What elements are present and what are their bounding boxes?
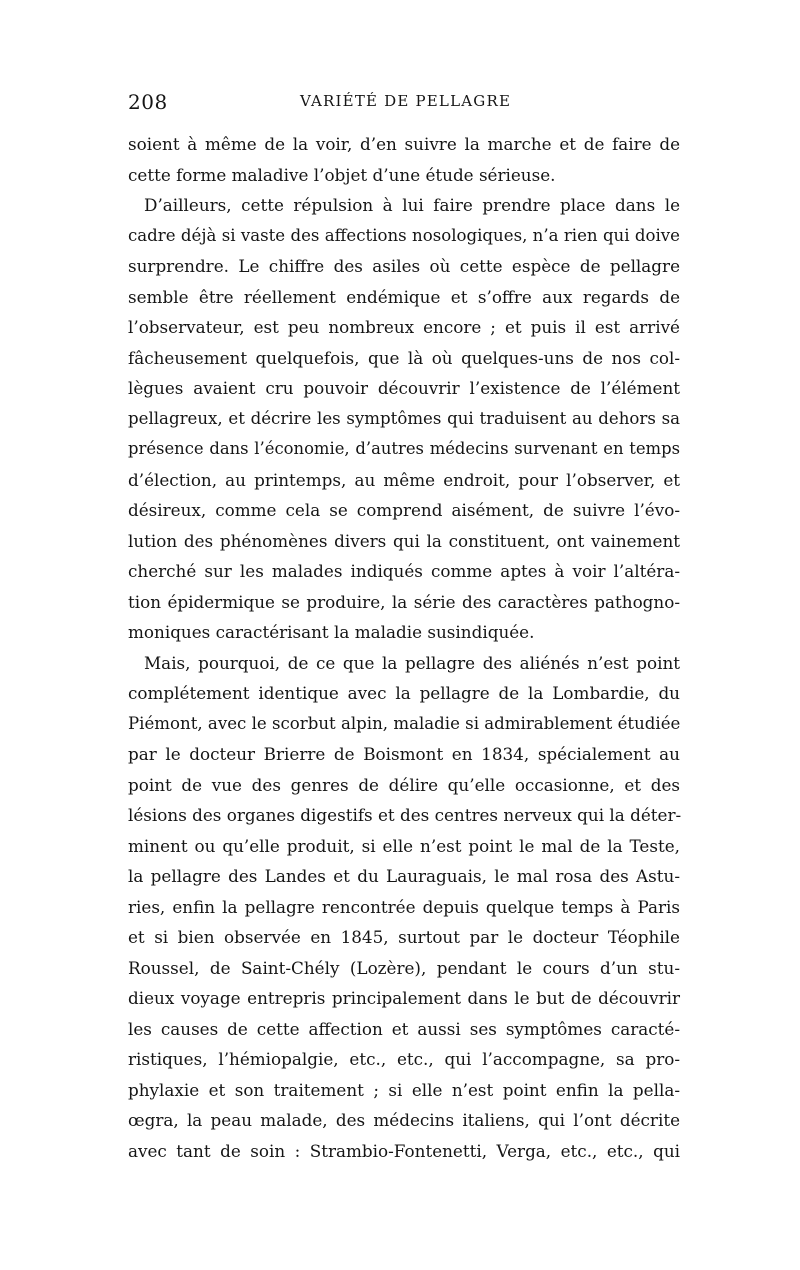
- text-line: dieux voyage entrepris principalement dans le but de découvrir: [128, 988, 680, 1008]
- text-line: tion épidermique se produire, la série des caractères pathogno-: [128, 591, 680, 612]
- text-line: lution des phénomènes divers qui la constituent, ont vainement: [128, 530, 680, 551]
- text-line: semble être réellement endémique et s’offre aux regards de: [128, 286, 680, 307]
- text-line: fâcheusement quelquefois, que là où quelques-uns de nos col-: [128, 347, 680, 368]
- text-line: avec tant de soin : Strambio-Fontenetti, Verga, etc., etc., qui: [128, 1140, 680, 1161]
- text-line: Roussel, de Saint-Chély (Lozère), pendant le cours d’un stu-: [128, 957, 680, 978]
- text-line: ries, enfin la pellagre rencontrée depuis quelque temps à Paris: [128, 896, 680, 917]
- text-line: pellagreux, et décrire les symptômes qui traduisent au dehors sa: [128, 408, 680, 428]
- text-line: par le docteur Brierre de Boismont en 1834, spécialement au: [128, 744, 680, 764]
- text-line: cherché sur les malades indiqués comme aptes à voir l’altéra-: [128, 561, 680, 581]
- text-line: Mais, pourquoi, de ce que la pellagre des aliénés n’est point: [144, 652, 680, 673]
- text-line: soient à même de la voir, d’en suivre la marche et de faire de: [128, 134, 680, 154]
- text-line: complétement identique avec la pellagre de la Lombardie, du: [128, 683, 680, 703]
- text-line: désireux, comme cela se comprend aisément, de suivre l’évo-: [128, 500, 680, 520]
- text-line: présence dans l’économie, d’autres médecins survenant en temps: [128, 439, 680, 458]
- text-line: lègues avaient cru pouvoir découvrir l’existence de l’élément: [128, 378, 680, 398]
- text-line: moniques caractérisant la maladie susindiquée.: [128, 622, 535, 642]
- page-header: [128, 90, 680, 120]
- text-line: ristiques, l’hémiopalgie, etc., etc., qui l’accompagne, sa pro-: [128, 1049, 680, 1069]
- text-line: D’ailleurs, cette répulsion à lui faire prendre place dans le: [144, 195, 680, 215]
- text-line: Piémont, avec le scorbut alpin, maladie si admirablement étudiée: [128, 713, 681, 733]
- text-line: d’élection, au printemps, au même endroit, pour l’observer, et: [128, 469, 680, 490]
- page-number: 208: [128, 90, 168, 114]
- text-line: surprendre. Le chiffre des asiles où cette espèce de pellagre: [128, 256, 680, 276]
- text-line: point de vue des genres de délire qu’elle occasionne, et des: [128, 774, 680, 795]
- body-text: [128, 129, 680, 1166]
- text-line: minent ou qu’elle produit, si elle n’est point le mal de la Teste,: [128, 835, 680, 856]
- text-line: lésions des organes digestifs et des centres nerveux qui la déter-: [128, 805, 682, 825]
- text-line: cadre déjà si vaste des affections nosologiques, n’a rien qui doive: [128, 225, 680, 245]
- text-line: et si bien observée en 1845, surtout par le docteur Téophile: [128, 927, 680, 947]
- text-line: l’observateur, est peu nombreux encore ; et puis il est arrivé: [128, 317, 680, 337]
- text-line: la pellagre des Landes et du Lauraguais, le mal rosa des Astu-: [128, 866, 680, 886]
- text-line: cette forme maladive l’objet d’une étude sérieuse.: [128, 164, 556, 185]
- text-line: œgra, la peau malade, des médecins italiens, qui l’ont décrite: [128, 1110, 680, 1130]
- running-head: VARIÉTÉ DE PELLAGRE: [300, 92, 512, 110]
- text-line: phylaxie et son traitement ; si elle n’est point enfin la pella-: [128, 1079, 680, 1100]
- text-line: les causes de cette affection et aussi ses symptômes caracté-: [128, 1018, 680, 1039]
